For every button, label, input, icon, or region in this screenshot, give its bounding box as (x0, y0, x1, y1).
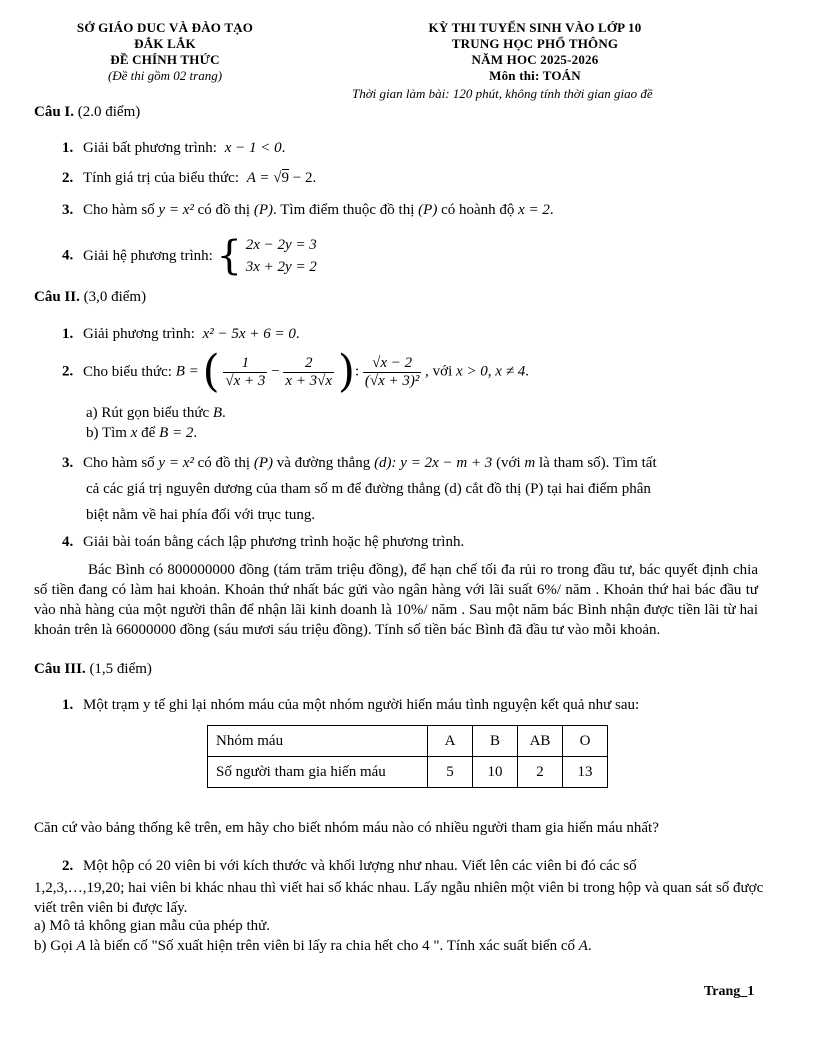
table-cell: 13 (563, 757, 608, 788)
section-1-heading: Câu I. (2.0 điểm) (34, 104, 141, 120)
question-1-4: 4. Giải hệ phương trình: { 2x − 2y = 3 3x + 2y = 2 (62, 233, 317, 279)
section-3-heading: Câu III. (1,5 điểm) (34, 661, 152, 677)
table-row (208, 757, 608, 788)
table-cell: AB (518, 726, 563, 757)
system-brace: { (216, 233, 242, 279)
question-3-2-body: 1,2,3,…,19,20; hai viên bi khác nhau thì viết hai số khác nhau. Lấy ngẫu nhiên một viên bi trong hộp và quan sát số được viết trên viên bi được lấy. (34, 880, 764, 916)
subject: Môn thi: TOÁN (489, 68, 581, 83)
school-year: NĂM HOC 2025-2026 (471, 52, 599, 67)
equation-system: 2x − 2y = 3 3x + 2y = 2 (245, 237, 317, 275)
question-3-2-line1: 2. Một hộp có 20 viên bi với kích thước và khối lượng như nhau. Viết lên các viên bi đó các số (62, 858, 637, 874)
table-cell: 10 (473, 757, 518, 788)
province-name: ĐẮK LẮK (134, 36, 196, 51)
question-2-4: 4. Giải bài toán bằng cách lập phương trình hoặc hệ phương trình. (62, 534, 465, 550)
question-3-1: 1. Một trạm y tế ghi lại nhóm máu của một nhóm người hiến máu tình nguyện kết quả như sau: (62, 697, 640, 713)
table-cell: 2 (518, 757, 563, 788)
fraction-1: $\frac{1}{√x + 3}$ (225, 354, 266, 389)
question-1-1: 1. Giải bất phương trình: x − 1 < 0. (62, 140, 286, 156)
question-2-3-line1: 3. Cho hàm số y = x² có đồ thị (P) và đường thẳng (d): y = 2x − m + 3 (với m là tham số). Tìm tất (62, 455, 657, 471)
question-3-1-prompt: Căn cứ vào bảng thống kê trên, em hãy cho biết nhóm máu nào có nhiều người tham gia hiến máu nhất? (34, 820, 659, 836)
table-cell: 5 (428, 757, 473, 788)
fraction-3: $\frac{√x - 2}{\text{(√x + 3)²}}$ (364, 354, 420, 389)
official-label: ĐỀ CHÍNH THỨC (110, 52, 220, 67)
table-cell: A (428, 726, 473, 757)
exam-title: KỲ THI TUYỂN SINH VÀO LỚP 10 (428, 20, 642, 35)
question-1-2: 2. Tính giá trị của biểu thức: A = √9 − 2. (62, 170, 317, 186)
question-2-3-line3: biệt nằm về hai phía đối với trục tung. (86, 507, 316, 523)
department-name: SỞ GIÁO DUC VÀ ĐÀO TẠO (76, 20, 254, 35)
question-2-2b: b) Tìm x để B = 2. (86, 425, 198, 441)
question-2-2: 2. Cho biểu thức: B = ( $\frac{1}{√x + 3}$ − $\frac{2}{x + 3√x}$ ): $\frac{√x - 2}{\text{(√x + 3)²}}$ , với x > 0, x ≠ 4. (62, 346, 529, 397)
word-problem-paragraph: Bác Bình có 800000000 đồng (tám trăm triệu đồng), để hạn chế tối đa rủi ro trong đầu tư, bác quyết định chia số tiền đang có làm hai khoản. Khoản thứ nhất bác gửi vào ngân hàng với lãi suất 6%/ năm . Khoản thứ hai bác đầu tư vào nhà hàng của một người thân để nhận lãi kinh doanh là 10%/ năm . Sau một năm bác Bình nhận được tiền lãi từ hai khoản trên là 66000000 đồng (sáu mươi sáu triệu đồng). Tính số tiền bác Bình đã đầu tư vào mỗi khoản. (34, 562, 758, 638)
blood-type-table (207, 725, 608, 788)
question-3-2a: a) Mô tả không gian mẫu của phép thử. (34, 918, 270, 934)
question-2-3-line2: cả các giá trị nguyên dương của tham số m để đường thẳng (d) cắt đồ thị (P) tại hai điểm phân (86, 481, 651, 497)
table-cell: B (473, 726, 518, 757)
question-1-3: 3. Cho hàm số y = x² có đồ thị (P). Tìm điểm thuộc đồ thị (P) có hoành độ x = 2. (62, 202, 554, 218)
fraction-2: $\frac{2}{x + 3√x}$ (285, 354, 333, 389)
question-3-2b: b) Gọi A là biến cố "Số xuất hiện trên viên bi lấy ra chia hết cho 4 ". Tính xác suất biến cố A. (34, 938, 592, 954)
table-row (208, 726, 608, 757)
table-cell: Số người tham gia hiến máu (208, 757, 428, 788)
time-note: Thời gian làm bài: 120 phút, không tính thời gian giao đề (352, 86, 653, 101)
table-cell: O (563, 726, 608, 757)
page-count-note: (Đề thi gồm 02 trang) (107, 68, 223, 83)
question-2-2a: a) Rút gọn biểu thức B. (86, 405, 226, 421)
section-2-heading: Câu II. (3,0 điểm) (34, 289, 147, 305)
exam-level: TRUNG HỌC PHỔ THÔNG (451, 36, 619, 51)
question-2-1: 1. Giải phương trình: x² − 5x + 6 = 0. (62, 326, 300, 342)
page-number: Trang_1 (704, 984, 755, 999)
table-cell: Nhóm máu (208, 726, 428, 757)
